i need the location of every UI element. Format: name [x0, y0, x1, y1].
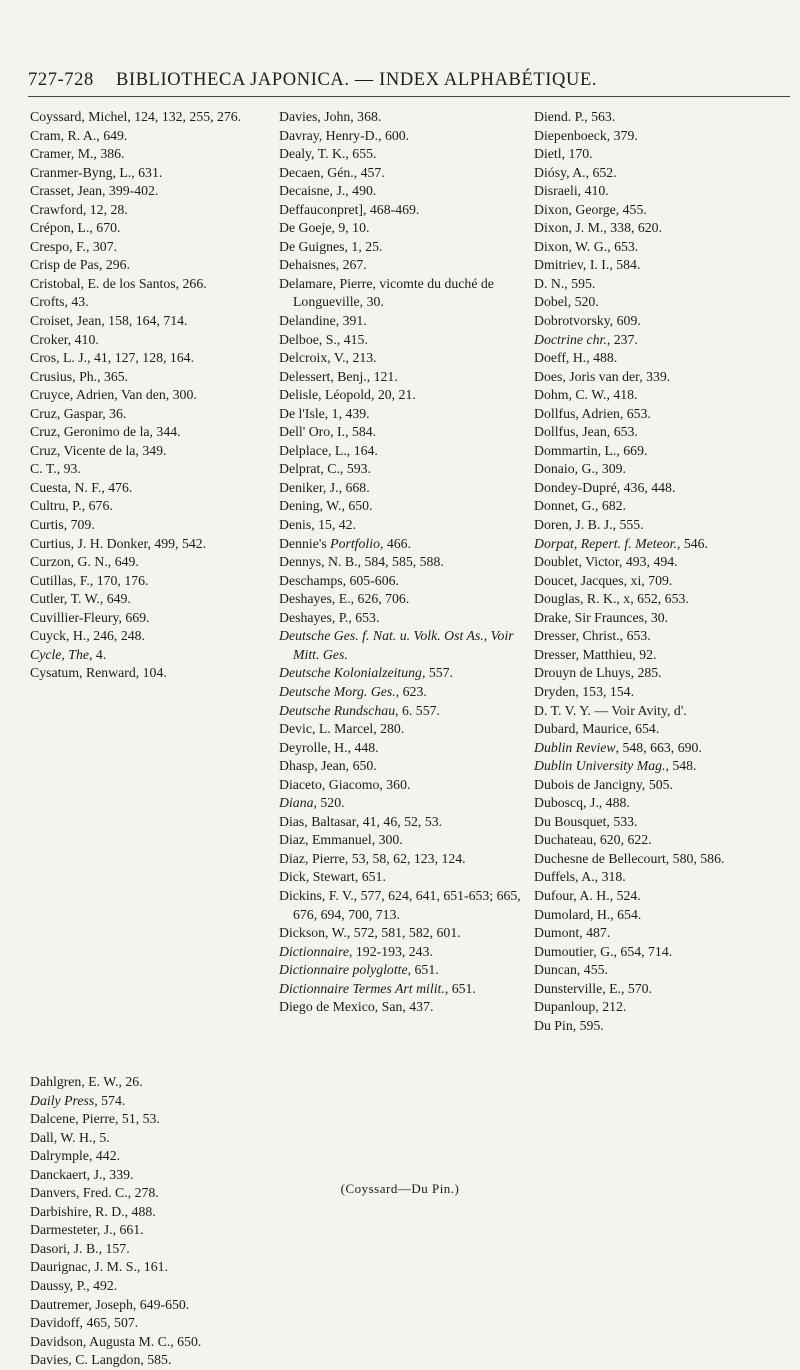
- index-entry: Doeff, H., 488.: [534, 350, 618, 366]
- index-entry: Dublin Review, 548, 663, 690.: [534, 739, 702, 755]
- index-entry: Dublin University Mag., 548.: [534, 758, 697, 774]
- index-entry: Crasset, Jean, 399-402.: [30, 183, 159, 199]
- index-entry: Cuyck, H., 246, 248.: [30, 628, 145, 644]
- index-entry: Delisle, Léopold, 20, 21.: [279, 387, 416, 403]
- index-entry: Diósy, A., 652.: [534, 164, 617, 180]
- index-entry: Drouyn de Lhuys, 285.: [534, 665, 662, 681]
- index-entry: Decaisne, J., 490.: [279, 183, 377, 199]
- index-entry: Duncan, 455.: [534, 962, 608, 978]
- index-column-3: [534, 108, 796, 1035]
- index-entry: Curtis, 709.: [30, 517, 95, 533]
- index-entry: Dollfus, Adrien, 653.: [534, 405, 651, 421]
- index-entry: Croiset, Jean, 158, 164, 714.: [30, 313, 188, 329]
- index-entry: De Guignes, 1, 25.: [279, 238, 383, 254]
- index-entry: Dennys, N. B., 584, 585, 588.: [279, 554, 444, 570]
- index-entry: Devic, L. Marcel, 280.: [279, 721, 405, 737]
- index-entry: Douglas, R. K., x, 652, 653.: [534, 591, 689, 607]
- index-entry: Cultru, P., 676.: [30, 498, 113, 514]
- index-entry: Dalcene, Pierre, 51, 53.: [30, 1111, 160, 1127]
- index-entry: Dalrymple, 442.: [30, 1148, 121, 1164]
- index-entry: Doctrine chr., 237.: [534, 331, 638, 347]
- index-entry: Drake, Sir Fraunces, 30.: [534, 609, 669, 625]
- index-entry: Crépon, L., 670.: [30, 220, 121, 236]
- index-entry: Dias, Baltasar, 41, 46, 52, 53.: [279, 813, 443, 829]
- index-entry: Cranmer-Byng, L., 631.: [30, 164, 163, 180]
- index-entry: Dennie's Portfolio, 466.: [279, 535, 412, 551]
- index-entry: Crawford, 12, 28.: [30, 201, 128, 217]
- index-entry: Dmitriev, I. I., 584.: [534, 257, 641, 273]
- index-entry: Cruyce, Adrien, Van den, 300.: [30, 387, 197, 403]
- index-entry: Duchesne de Bellecourt, 580, 586.: [534, 850, 725, 866]
- index-entry: Doren, J. B. J., 555.: [534, 517, 644, 533]
- index-entry: Dresser, Matthieu, 92.: [534, 646, 657, 662]
- index-entry: Dhasp, Jean, 650.: [279, 758, 377, 774]
- index-entry: Dunsterville, E., 570.: [534, 980, 653, 996]
- index-entry: Does, Joris van der, 339.: [534, 368, 671, 384]
- index-entry: Delboe, S., 415.: [279, 331, 368, 347]
- index-entry: Decaen, Gén., 457.: [279, 164, 385, 180]
- index-entry: De l'Isle, 1, 439.: [279, 405, 370, 421]
- index-entry: Deutsche Kolonialzeitung, 557.: [279, 665, 453, 681]
- index-entry: Cysatum, Renward, 104.: [30, 665, 167, 681]
- index-entry: Diaceto, Giacomo, 360.: [279, 776, 411, 792]
- index-entry: Curtius, J. H. Donker, 499, 542.: [30, 535, 207, 551]
- index-entry: Doucet, Jacques, xi, 709.: [534, 572, 673, 588]
- index-entry: Crespo, F., 307.: [30, 238, 118, 254]
- index-entry: Du Pin, 595.: [534, 1017, 604, 1033]
- index-entry: Dasori, J. B., 157.: [30, 1240, 130, 1256]
- index-entry: Cruz, Gaspar, 36.: [30, 405, 127, 421]
- index-entry: Dumoutier, G., 654, 714.: [534, 943, 673, 959]
- index-entry: Davidson, Augusta M. C., 650.: [30, 1333, 202, 1349]
- index-entry: Dollfus, Jean, 653.: [534, 424, 638, 440]
- index-entry: Cuesta, N. F., 476.: [30, 479, 133, 495]
- index-entry: Duffels, A., 318.: [534, 869, 626, 885]
- index-entry: Dictionnaire, 192-193, 243.: [279, 943, 433, 959]
- index-entry: Dondey-Dupré, 436, 448.: [534, 479, 676, 495]
- index-entry: Cristobal, E. de los Santos, 266.: [30, 275, 207, 291]
- index-entry: Davidoff, 465, 507.: [30, 1315, 139, 1331]
- index-entry: Dautremer, Joseph, 649-650.: [30, 1296, 190, 1312]
- index-entry: Dixon, W. G., 653.: [534, 238, 639, 254]
- index-entry: Donaio, G., 309.: [534, 461, 626, 477]
- index-entry: Croker, 410.: [30, 331, 99, 347]
- index-entry: Diana, 520.: [279, 795, 345, 811]
- index-entry: Dommartin, L., 669.: [534, 442, 648, 458]
- index-entry: Dufour, A. H., 524.: [534, 887, 641, 903]
- index-entry: Crofts, 43.: [30, 294, 89, 310]
- index-entry: Deyrolle, H., 448.: [279, 739, 379, 755]
- index-entry: Delprat, C., 593.: [279, 461, 371, 477]
- index-entry: Dubard, Maurice, 654.: [534, 721, 660, 737]
- index-entry: Diaz, Pierre, 53, 58, 62, 123, 124.: [279, 850, 466, 866]
- index-entry: Dixon, J. M., 338, 620.: [534, 220, 663, 236]
- index-entry: D. N., 595.: [534, 275, 596, 291]
- index-entry: Deutsche Rundschau, 6. 557.: [279, 702, 440, 718]
- index-entry: Dickins, F. V., 577, 624, 641, 651-653; 665, 676, 694, 700, 713.: [279, 887, 521, 922]
- index-entry: Dumont, 487.: [534, 925, 611, 941]
- index-entry: Danvers, Fred. C., 278.: [30, 1185, 159, 1201]
- index-entry: Davray, Henry-D., 600.: [279, 127, 410, 143]
- index-column-2: [279, 108, 525, 1017]
- running-header: [28, 70, 790, 94]
- index-entry: Disraeli, 410.: [534, 183, 609, 199]
- index-entry: Delplace, L., 164.: [279, 442, 378, 458]
- index-entry: Dupanloup, 212.: [534, 999, 627, 1015]
- index-entry: Doublet, Victor, 493, 494.: [534, 554, 678, 570]
- index-entry: Du Bousquet, 533.: [534, 813, 638, 829]
- index-entry: Dell' Oro, I., 584.: [279, 424, 377, 440]
- index-entry: Cycle, The, 4.: [30, 646, 107, 662]
- index-entry: Dubois de Jancigny, 505.: [534, 776, 673, 792]
- index-entry: Deshayes, P., 653.: [279, 609, 380, 625]
- index-entry: Dehaisnes, 267.: [279, 257, 367, 273]
- index-entry: Dohm, C. W., 418.: [534, 387, 638, 403]
- index-entry: Davies, John, 368.: [279, 109, 382, 124]
- index-entry: Cutillas, F., 170, 176.: [30, 572, 149, 588]
- index-entry: Diepenboeck, 379.: [534, 127, 638, 143]
- index-entry: Dictionnaire Termes Art milit., 651.: [279, 980, 476, 996]
- page-range: 727-728: [28, 70, 94, 90]
- letter-section-gap: [30, 683, 266, 1073]
- index-entry: Daurignac, J. M. S., 161.: [30, 1259, 168, 1275]
- index-entry: Dixon, George, 455.: [534, 201, 647, 217]
- index-entry: Deniker, J., 668.: [279, 479, 370, 495]
- index-entry: Donnet, G., 682.: [534, 498, 626, 514]
- index-entry: Danckaert, J., 339.: [30, 1166, 134, 1182]
- index-entry: Delamare, Pierre, vicomte du duché de Longueville, 30.: [279, 275, 494, 310]
- index-entry: Dall, W. H., 5.: [30, 1129, 110, 1145]
- index-entry: Dryden, 153, 154.: [534, 683, 635, 699]
- header-rule: [28, 96, 790, 97]
- page-footer: (Coyssard—Du Pin.): [340, 1181, 460, 1196]
- index-entry: Dorpat, Repert. f. Meteor., 546.: [534, 535, 708, 551]
- index-entry: Delcroix, V., 213.: [279, 350, 377, 366]
- index-entry: Curzon, G. N., 649.: [30, 554, 139, 570]
- index-entry: Darbishire, R. D., 488.: [30, 1203, 156, 1219]
- index-entry: Davies, C. Langdon, 585.: [30, 1352, 172, 1368]
- index-entry: Diaz, Emmanuel, 300.: [279, 832, 403, 848]
- index-entry: Cutler, T. W., 649.: [30, 591, 131, 607]
- index-entry: Deutsche Morg. Ges., 623.: [279, 683, 427, 699]
- index-entry: Diego de Mexico, San, 437.: [279, 999, 434, 1015]
- index-entry: Delessert, Benj., 121.: [279, 368, 398, 384]
- index-entry: Delandine, 391.: [279, 313, 367, 329]
- index-entry: Deschamps, 605-606.: [279, 572, 399, 588]
- index-entry: Coyssard, Michel, 124, 132, 255, 276.: [30, 109, 242, 124]
- index-entry: Deshayes, E., 626, 706.: [279, 591, 410, 607]
- index-entry: Dealy, T. K., 655.: [279, 146, 377, 162]
- index-entry: Deutsche Ges. f. Nat. u. Volk. Ost As., Voir Mitt. Ges.: [279, 628, 514, 662]
- index-entry: Dietl, 170.: [534, 146, 593, 162]
- index-entry: Dick, Stewart, 651.: [279, 869, 386, 885]
- index-entry: Cram, R. A., 649.: [30, 127, 128, 143]
- index-entry: Dictionnaire polyglotte, 651.: [279, 962, 439, 978]
- index-entry: Dobel, 520.: [534, 294, 599, 310]
- index-entry: Deffauconpret], 468-469.: [279, 201, 420, 217]
- index-entry: Dahlgren, E. W., 26.: [30, 1073, 143, 1089]
- index-entry: Duboscq, J., 488.: [534, 795, 630, 811]
- index-entry: Duchateau, 620, 622.: [534, 832, 652, 848]
- index-entry: Crusius, Ph., 365.: [30, 368, 129, 384]
- index-entry: Diend. P., 563.: [534, 109, 616, 124]
- index-entry: Dening, W., 650.: [279, 498, 373, 514]
- index-entry: Daily Press, 574.: [30, 1092, 126, 1108]
- index-entry: Denis, 15, 42.: [279, 517, 357, 533]
- index-entry: C. T., 93.: [30, 461, 81, 477]
- index-entry: D. T. V. Y. — Voir Avity, d'.: [534, 702, 687, 718]
- index-entry: Darmesteter, J., 661.: [30, 1222, 144, 1238]
- index-entry: Cruz, Vicente de la, 349.: [30, 442, 167, 458]
- index-entry: De Goeje, 9, 10.: [279, 220, 370, 236]
- index-entry: Dresser, Christ., 653.: [534, 628, 651, 644]
- index-entry: Cruz, Geronimo de la, 344.: [30, 424, 181, 440]
- index-entry: Crisp de Pas, 296.: [30, 257, 131, 273]
- index-entry: Cuvillier-Fleury, 669.: [30, 609, 150, 625]
- index-entry: Dobrotvorsky, 609.: [534, 313, 641, 329]
- index-entry: Daussy, P., 492.: [30, 1277, 118, 1293]
- index-entry: Cros, L. J., 41, 127, 128, 164.: [30, 350, 195, 366]
- index-entry: Dumolard, H., 654.: [534, 906, 642, 922]
- index-entry: Dickson, W., 572, 581, 582, 601.: [279, 925, 461, 941]
- index-entry: Cramer, M., 386.: [30, 146, 125, 162]
- running-title: BIBLIOTHECA JAPONICA. — INDEX ALPHABÉTIQUE.: [116, 70, 598, 90]
